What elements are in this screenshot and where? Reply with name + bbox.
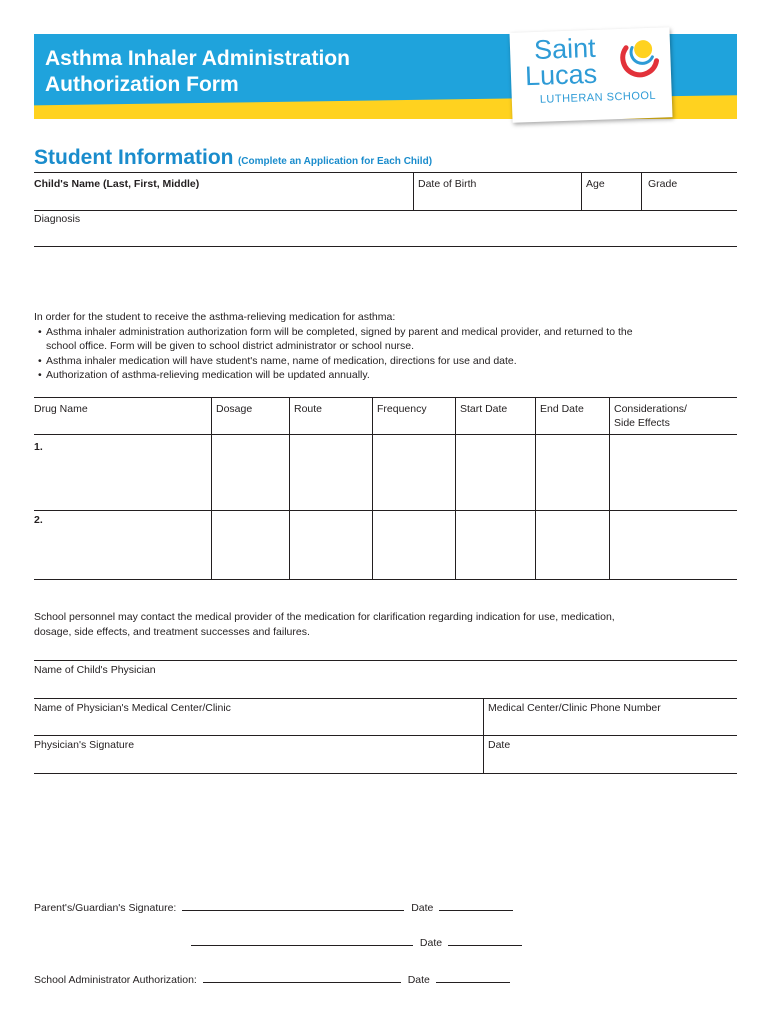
- divider: [34, 735, 737, 736]
- divider: [211, 397, 212, 579]
- sun-swirl-icon: [618, 33, 662, 82]
- table-row-1[interactable]: 1.: [34, 441, 43, 453]
- second-date-line[interactable]: [448, 935, 522, 946]
- column-header-dosage: Dosage: [216, 403, 253, 415]
- divider: [455, 397, 456, 579]
- clinic-phone-field[interactable]: Medical Center/Clinic Phone Number: [488, 702, 661, 714]
- contact-note: School personnel may contact the medical provider of the medication for clarification regarding indication for use, medication, dosage, side effects, and treatment successes and failures.: [34, 611, 615, 638]
- divider: [609, 397, 610, 579]
- admin-authorization-row: [34, 972, 510, 986]
- admin-date-label: Date: [407, 974, 430, 986]
- divider: [34, 434, 737, 435]
- column-header-drug-name: Drug Name: [34, 403, 88, 415]
- instructions-block: [34, 310, 734, 383]
- parent-signature-line[interactable]: [182, 900, 404, 911]
- physician-date-field[interactable]: Date: [488, 739, 511, 751]
- divider: [581, 172, 582, 210]
- second-signature-row: [191, 935, 522, 949]
- instructions-intro: In order for the student to receive the asthma-relieving medication for asthma:: [34, 311, 396, 323]
- column-header-start-date: Start Date: [460, 403, 508, 415]
- diagnosis-field[interactable]: Diagnosis: [34, 213, 81, 225]
- logo-text-lutheran-school: LUTHERAN SCHOOL: [539, 89, 657, 106]
- divider: [483, 698, 484, 774]
- divider: [535, 397, 536, 579]
- instruction-bullet: • Authorization of asthma-relieving medication will be updated annually.: [34, 368, 734, 383]
- section-title: Student Information: [34, 146, 234, 169]
- section-subtitle: (Complete an Application for Each Child): [237, 156, 433, 167]
- child-name-field[interactable]: Child's Name (Last, First, Middle): [34, 178, 200, 190]
- age-field[interactable]: Age: [586, 178, 605, 190]
- column-header-side-effects: Side Effects: [614, 417, 670, 429]
- divider: [34, 246, 737, 247]
- parent-signature-row: [34, 900, 513, 914]
- divider: [34, 510, 737, 511]
- parent-signature-label: Parent's/Guardian's Signature:: [34, 902, 177, 914]
- divider: [34, 698, 737, 699]
- physician-name-field[interactable]: Name of Child's Physician: [34, 664, 156, 676]
- divider: [289, 397, 290, 579]
- column-header-considerations: Considerations/: [614, 403, 687, 415]
- column-header-end-date: End Date: [540, 403, 584, 415]
- second-signature-line[interactable]: [191, 935, 413, 946]
- column-header-route: Route: [294, 403, 323, 415]
- divider: [372, 397, 373, 579]
- form-title-line1: Asthma Inhaler Administration: [45, 47, 350, 70]
- form-title: [45, 46, 350, 98]
- admin-signature-line[interactable]: [203, 972, 401, 983]
- instruction-bullet: • Asthma inhaler administration authorization form will be completed, signed by parent and medical provider, and returned to the school office. Form will be given to school district administrator or school nurse.: [34, 325, 734, 354]
- admin-date-line[interactable]: [436, 972, 510, 983]
- date-of-birth-field[interactable]: Date of Birth: [418, 178, 477, 190]
- table-row-2[interactable]: 2.: [34, 514, 43, 526]
- clinic-name-field[interactable]: Name of Physician's Medical Center/Clinic: [34, 702, 231, 714]
- student-information-heading: [34, 146, 432, 170]
- parent-date-label: Date: [411, 902, 434, 914]
- second-date-label: Date: [419, 937, 443, 949]
- grade-field[interactable]: Grade: [648, 178, 678, 190]
- instruction-bullet: • Asthma inhaler medication will have student's name, name of medication, directions for use and date.: [34, 354, 734, 369]
- admin-authorization-label: School Administrator Authorization:: [34, 974, 197, 986]
- logo-text-lucas: Lucas: [524, 58, 598, 92]
- school-logo: [509, 27, 672, 123]
- physician-signature-field[interactable]: Physician's Signature: [34, 739, 135, 751]
- divider: [34, 773, 737, 774]
- divider: [34, 397, 737, 398]
- divider: [34, 172, 737, 173]
- divider: [34, 210, 737, 211]
- divider: [34, 579, 737, 580]
- form-title-line2: Authorization Form: [45, 73, 239, 96]
- divider: [641, 172, 642, 210]
- column-header-frequency: Frequency: [377, 403, 427, 415]
- logo-text-saint: Saint: [533, 32, 597, 65]
- divider: [413, 172, 414, 210]
- parent-date-line[interactable]: [439, 900, 513, 911]
- divider: [34, 660, 737, 661]
